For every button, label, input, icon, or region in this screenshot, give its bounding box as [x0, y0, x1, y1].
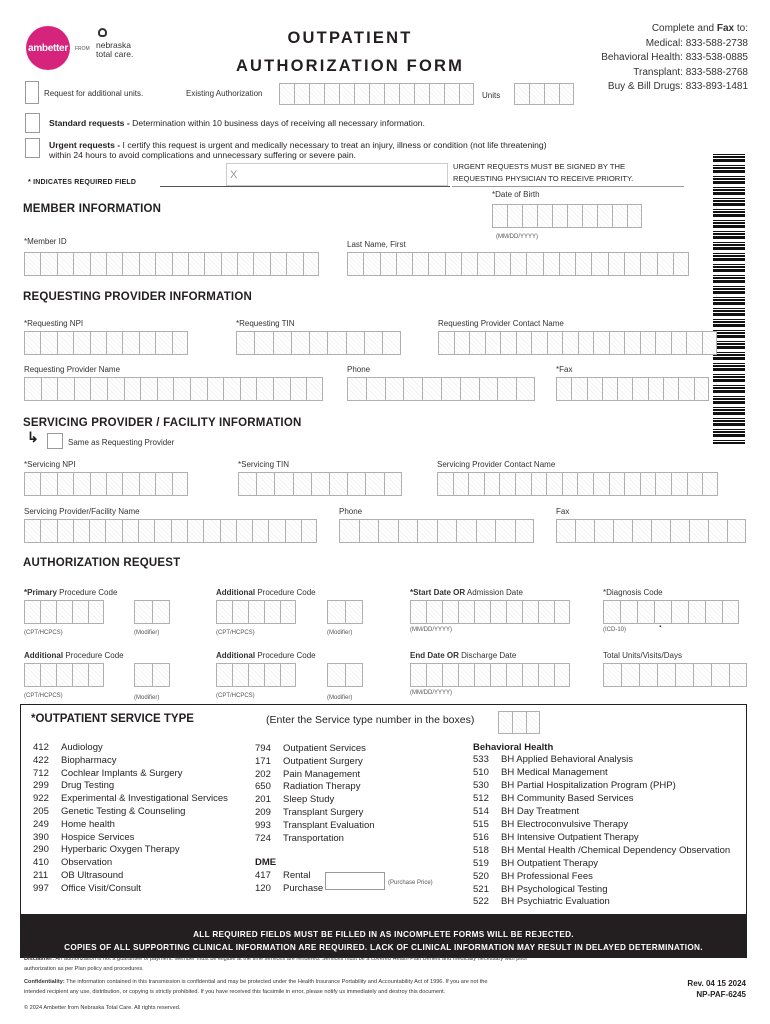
additional-proc-input-3[interactable]: [216, 663, 296, 687]
service-item: 519 BH Outpatient Therapy: [473, 857, 598, 869]
service-item: 533 BH Applied Behavioral Analysis: [473, 754, 634, 765]
bh-heading: Behavioral Health: [473, 742, 554, 753]
service-item: 209 Transplant Surgery: [255, 806, 364, 818]
srv-name-label: Servicing Provider/Facility Name: [24, 507, 140, 516]
icd-hint: (ICD-10): [603, 627, 627, 633]
standard-request-checkbox[interactable]: [25, 113, 40, 133]
primary-proc-label: *Primary Procedure Code: [24, 588, 118, 597]
srv-fax-input[interactable]: [556, 519, 746, 543]
required-field-note: * INDICATES REQUIRED FIELD: [28, 179, 137, 186]
modifier-hint-1: (Modifier): [134, 630, 160, 636]
total-care-logo-text: total care.: [96, 49, 134, 59]
copyright: © 2024 Ambetter from Nebraska Total Care. All rights reserved.: [24, 1005, 181, 1011]
diagnosis-input[interactable]: [603, 600, 739, 624]
additional-proc-input-2[interactable]: [24, 663, 104, 687]
modifier-hint-2: (Modifier): [327, 630, 353, 636]
fax-info: [560, 22, 748, 95]
end-date-input[interactable]: [410, 663, 570, 687]
additional-proc-input-1[interactable]: [216, 600, 296, 624]
barcode: [713, 152, 745, 444]
service-item: 290 Hyperbaric Oxygen Therapy: [33, 844, 180, 856]
service-item: 120 Purchase: [255, 882, 324, 894]
dob-format-hint: (MM/DD/YYYY): [496, 234, 538, 240]
srv-name-input[interactable]: [24, 519, 317, 543]
urgent-request-text: Urgent requests - I certify this request is urgent and medically necessary to treat an injury, illness or condition (not life threatening) within 24 hours to avoid complications and unnecessary suffering or severe pain.: [49, 140, 547, 160]
service-list-col1: [33, 742, 228, 896]
additional-modifier-input-1[interactable]: [327, 600, 363, 624]
req-name-input[interactable]: [24, 377, 323, 401]
service-item: 205 Genetic Testing & Counseling: [33, 805, 186, 817]
nebraska-mark-icon: [98, 28, 107, 37]
notice-line-2: COPIES OF ALL SUPPORTING CLINICAL INFORMATION ARE REQUIRED. LACK OF CLINICAL INFORMATION MAY RESULT IN DELAYED DETERMINATION.: [64, 943, 703, 952]
bh-list: [473, 754, 730, 909]
req-contact-input[interactable]: [438, 331, 717, 355]
dme-heading: DME: [255, 857, 277, 868]
auth-heading: AUTHORIZATION REQUEST: [23, 557, 181, 569]
revision-date: Rev. 04 15 2024: [687, 979, 746, 988]
service-item: 417 Rental: [255, 870, 311, 881]
req-phone-input[interactable]: [347, 377, 535, 401]
urgent-sign-note: URGENT REQUESTS MUST BE SIGNED BY THE REQUESTING PHYSICIAN TO RECEIVE PRIORITY.: [453, 162, 634, 183]
fax-buy-bill: Buy & Bill Drugs: 833-893-1481: [607, 81, 748, 93]
dme-list: [255, 870, 323, 896]
additional-proc-label-2: Additional Procedure Code: [24, 651, 124, 660]
additional-proc-label-3: Additional Procedure Code: [216, 651, 316, 660]
service-item: 422 Biopharmacy: [33, 754, 117, 766]
service-item: 410 Observation: [33, 857, 113, 869]
signature-field[interactable]: [226, 163, 448, 186]
cpt-hint-4: (CPT/HCPCS): [216, 693, 255, 699]
srv-contact-label: Servicing Provider Contact Name: [437, 460, 556, 469]
dob-label: *Date of Birth: [492, 190, 540, 199]
service-item: 390 Hospice Services: [33, 831, 135, 843]
service-item: 515 BH Electroconvulsive Therapy: [473, 818, 629, 830]
total-units-label: Total Units/Visits/Days: [603, 651, 682, 660]
service-item: 530 BH Partial Hospitalization Program (PHP): [473, 779, 676, 791]
service-item: 518 BH Mental Health /Chemical Dependency Observation: [473, 844, 731, 856]
primary-modifier-input[interactable]: [134, 600, 170, 624]
service-item: 171 Outpatient Surgery: [255, 755, 363, 767]
service-item: 510 BH Medical Management: [473, 766, 608, 778]
req-tin-input[interactable]: [236, 331, 401, 355]
service-item: 514 BH Day Treatment: [473, 805, 580, 817]
service-item: 520 BH Professional Fees: [473, 870, 593, 882]
service-item: 299 Drug Testing: [33, 780, 115, 792]
additional-units-checkbox[interactable]: [25, 81, 39, 104]
service-item: 712 Cochlear Implants & Surgery: [33, 767, 183, 779]
purchase-price-label: (Purchase Price): [388, 880, 433, 886]
additional-proc-label-1: Additional Procedure Code: [216, 588, 316, 597]
disclaimer: Disclaimer: An authorization is not a guarantee of payment. Member must be eligible at the time services are rendered. Services must be a covered Health Plan Benefit and medically necessary with prior authorization as per Plan policy and procedures.: [24, 956, 528, 972]
signature-x: X: [230, 169, 238, 181]
service-item: 211 OB Ultrasound: [33, 869, 124, 881]
start-date-input[interactable]: [410, 600, 570, 624]
cpt-hint-3: (CPT/HCPCS): [24, 693, 63, 699]
cpt-hint-2: (CPT/HCPCS): [216, 630, 255, 636]
revision-info: [640, 978, 746, 1000]
srv-tin-label: *Servicing TIN: [238, 460, 289, 469]
modifier-hint-4: (Modifier): [327, 695, 353, 701]
start-date-hint: (MM/DD/YYYY): [410, 627, 452, 633]
existing-auth-label: Existing Authorization: [186, 89, 263, 98]
service-item: 650 Radiation Therapy: [255, 781, 361, 793]
fax-medical: Medical: 833-588-2738: [645, 37, 748, 49]
form-id: NP-PAF-6245: [696, 990, 746, 999]
srv-phone-input[interactable]: [339, 519, 534, 543]
member-name-input[interactable]: [347, 252, 689, 276]
form-title: [220, 24, 480, 80]
arrow-icon: ↳: [27, 429, 39, 445]
modifier-hint-3: (Modifier): [134, 695, 160, 701]
req-name-label: Requesting Provider Name: [24, 365, 121, 374]
existing-auth-input[interactable]: [279, 83, 474, 105]
purchase-price-input[interactable]: [325, 872, 385, 890]
cpt-hint-1: (CPT/HCPCS): [24, 630, 63, 636]
ambetter-logo-text: ambetter: [28, 42, 68, 54]
service-item: 997 Office Visit/Consult: [33, 882, 141, 894]
service-item: 516 BH Intensive Outpatient Therapy: [473, 831, 639, 843]
start-date-label: *Start Date OR Admission Date: [410, 588, 523, 597]
srv-contact-input[interactable]: [437, 472, 718, 496]
divider-line: [452, 186, 684, 187]
service-item: 724 Transportation: [255, 832, 344, 844]
service-type-input[interactable]: [498, 711, 540, 734]
req-fax-input[interactable]: [556, 377, 709, 401]
nebraska-logo-text: nebraska: [96, 40, 131, 50]
end-date-hint: (MM/DD/YYYY): [410, 690, 452, 696]
service-item: 522 BH Psychiatric Evaluation: [473, 896, 610, 908]
dob-input[interactable]: [492, 204, 642, 228]
service-item: 512 BH Community Based Services: [473, 792, 634, 804]
standard-request-text: Standard requests - Determination within 10 business days of receiving all necessary information.: [49, 118, 425, 128]
nebraska-logo: [96, 28, 136, 68]
fax-behavioral: Behavioral Health: 833-538-0885: [601, 52, 748, 64]
service-type-instruction: (Enter the Service type number in the boxes): [266, 714, 475, 726]
req-npi-label: *Requesting NPI: [24, 319, 84, 328]
member-id-label: *Member ID: [24, 237, 67, 246]
service-item: 202 Pain Management: [255, 768, 361, 780]
srv-fax-label: Fax: [556, 507, 570, 516]
title-line-2: AUTHORIZATION FORM: [235, 57, 465, 75]
notice-line-1: ALL REQUIRED FIELDS MUST BE FILLED IN AS INCOMPLETE FORMS WILL BE REJECTED.: [193, 930, 574, 939]
units-label: Units: [482, 91, 501, 100]
logo-from-text: FROM: [75, 46, 90, 52]
service-item: 922 Experimental & Investigational Services: [33, 793, 228, 805]
member-id-input[interactable]: [24, 252, 319, 276]
required-notice-bar: [20, 915, 747, 958]
diagnosis-decimal-dot: .: [659, 619, 662, 630]
ambetter-logo: [26, 26, 70, 70]
service-item: 249 Home health: [33, 818, 115, 830]
additional-units-label: Request for additional units.: [44, 89, 144, 98]
member-name-label: Last Name, First: [347, 240, 406, 249]
req-npi-input[interactable]: [24, 331, 188, 355]
additional-modifier-input-3[interactable]: [327, 663, 363, 687]
urgent-request-checkbox[interactable]: [25, 138, 40, 158]
total-units-input[interactable]: [603, 663, 747, 687]
requesting-heading: REQUESTING PROVIDER INFORMATION: [23, 291, 252, 303]
same-as-requesting-label: Same as Requesting Provider: [68, 438, 175, 447]
additional-modifier-input-2[interactable]: [134, 663, 170, 687]
primary-proc-input[interactable]: [24, 600, 104, 624]
req-tin-label: *Requesting TIN: [236, 319, 295, 328]
units-input[interactable]: [514, 83, 574, 105]
service-item: 993 Transplant Evaluation: [255, 819, 375, 831]
service-item: 412 Audiology: [33, 742, 103, 753]
service-list-col2: [255, 743, 375, 845]
confidentiality: Confidentiality: The information contained in this transmission is confidential and may be protected under the Health Insurance Portability and Accountability Act of 1996. If you are not the intended recipient any use, distribution, or copying is strictly prohibited. If you have received this facsimile in error, please notify us immediately and destroy this document.: [24, 979, 488, 995]
service-item: 794 Outpatient Services: [255, 743, 366, 754]
member-heading: MEMBER INFORMATION: [23, 203, 162, 215]
srv-tin-input[interactable]: [238, 472, 402, 496]
srv-phone-label: Phone: [339, 507, 363, 516]
servicing-heading: SERVICING PROVIDER / FACILITY INFORMATION: [23, 417, 302, 429]
req-contact-label: Requesting Provider Contact Name: [438, 319, 564, 328]
req-fax-label: *Fax: [556, 365, 573, 374]
signature-line: [160, 186, 450, 187]
same-as-requesting-checkbox[interactable]: [47, 433, 63, 449]
req-phone-label: Phone: [347, 365, 371, 374]
fax-heading: Complete and Fax to:: [651, 23, 748, 34]
service-item: 521 BH Psychological Testing: [473, 883, 608, 895]
srv-npi-input[interactable]: [24, 472, 188, 496]
service-item: 201 Sleep Study: [255, 794, 335, 806]
end-date-label: End Date OR Discharge Date: [410, 651, 517, 660]
diagnosis-label: *Diagnosis Code: [603, 588, 663, 597]
fax-transplant: Transplant: 833-588-2768: [633, 66, 748, 78]
service-type-heading: *OUTPATIENT SERVICE TYPE: [31, 713, 194, 725]
srv-npi-label: *Servicing NPI: [24, 460, 76, 469]
title-line-1: OUTPATIENT: [287, 29, 413, 47]
